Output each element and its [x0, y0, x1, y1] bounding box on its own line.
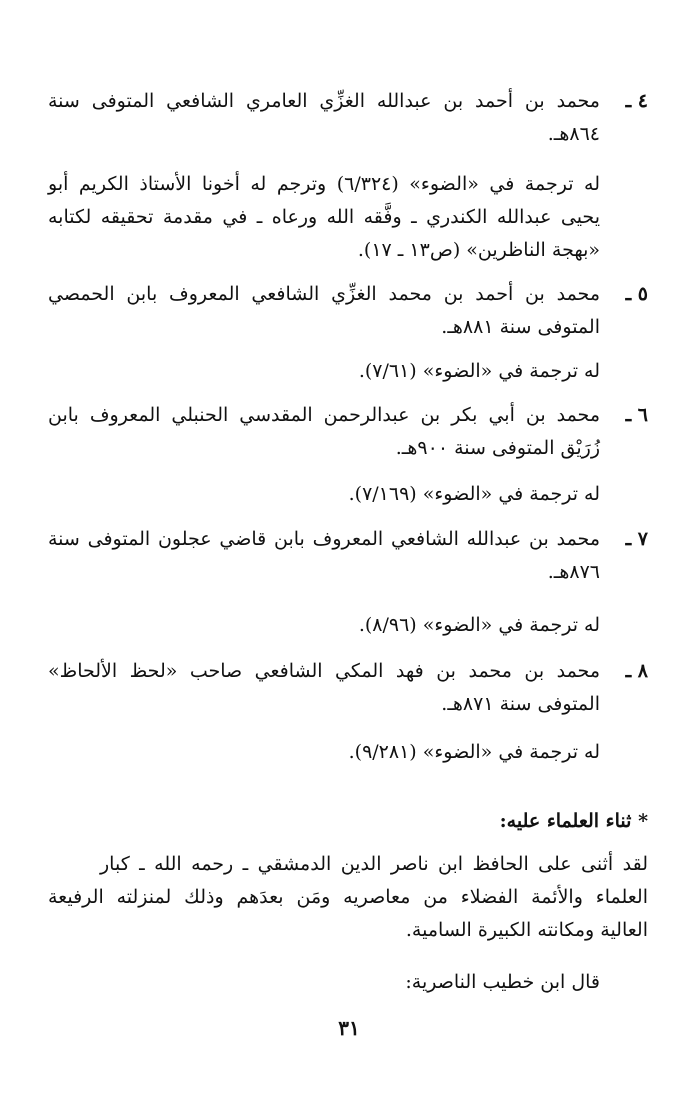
entry-line: محمد بن عبدالله الشافعي المعروف بابن قاضي عجلون المتوفى سنة	[48, 528, 600, 550]
section-heading	[500, 812, 648, 831]
asterisk-bullet-icon: *	[638, 810, 648, 832]
entry-line: محمد بن أبي بكر بن عبدالرحمن المقدسي الحنبلي المعروف بابن	[48, 404, 600, 426]
entry-number: ٧ ـ	[625, 528, 648, 550]
entry-line: ٨٧٦هـ.	[547, 561, 600, 583]
entry-line: محمد بن أحمد بن عبدالله الغزِّي العامري الشافعي المتوفى سنة	[48, 90, 600, 112]
entry-line: محمد بن محمد بن فهد المكي الشافعي صاحب «لحظ الألحاظ»	[48, 660, 600, 682]
entry-note-line: يحيى عبدالله الكندري ـ وفَّقه الله ورعاه ـ في مقدمة تحقيقه لكتابه	[48, 206, 600, 228]
paragraph-line: العلماء والأئمة الفضلاء من معاصريه ومَن بعدَهم وذلك لمنزلته الرفيعة	[48, 886, 648, 908]
paragraph-line: لقد أثنى على الحافظ ابن ناصر الدين الدمشقي ـ رحمه الله ـ كبار	[100, 853, 648, 875]
entry-note-line: له ترجمة في «الضوء» (٦/٣٢٤) وترجم له أخونا الأستاذ الكريم أبو	[48, 173, 600, 195]
entry-number: ٥ ـ	[625, 283, 648, 305]
entry-number: ٤ ـ	[625, 90, 648, 112]
page-number: ٣١	[338, 1016, 360, 1040]
entry-line: المتوفى سنة ٨٨١هـ.	[441, 316, 600, 338]
section-heading-text: ثناء العلماء عليه:	[499, 810, 632, 832]
entry-number: ٦ ـ	[625, 404, 648, 426]
entry-line: زُرَيْق المتوفى سنة ٩٠٠هـ.	[395, 437, 600, 459]
quote-intro: قال ابن خطيب الناصرية:	[405, 971, 600, 993]
entry-line: محمد بن أحمد بن محمد الغزِّي الشافعي المعروف بابن الحمصي	[48, 283, 600, 305]
entry-note-line: له ترجمة في «الضوء» (٨/٩٦).	[358, 614, 600, 636]
entry-note-line: له ترجمة في «الضوء» (٧/١٦٩).	[348, 483, 600, 505]
entry-note-line: «بهجة الناظرين» (ص١٣ ـ ١٧).	[357, 239, 600, 261]
entry-line: المتوفى سنة ٨٧١هـ.	[441, 693, 600, 715]
paragraph-line: العالية ومكانته الكبيرة السامية.	[405, 919, 648, 941]
entry-note-line: له ترجمة في «الضوء» (٧/٦١).	[358, 360, 600, 382]
entry-line: ٨٦٤هـ.	[547, 123, 600, 145]
entry-note-line: له ترجمة في «الضوء» (٩/٢٨١).	[348, 741, 600, 763]
entry-number: ٨ ـ	[625, 660, 648, 682]
